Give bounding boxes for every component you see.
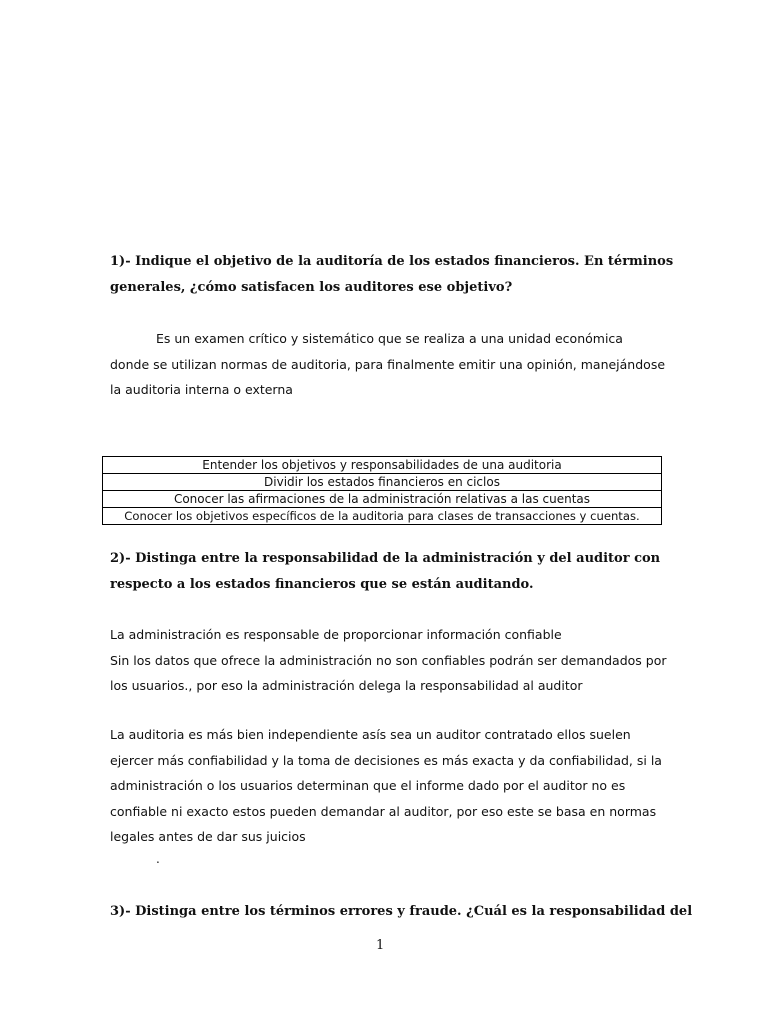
answer-2b-line-2: ejercer más confiabilidad y la toma de decisiones es más exacta y da confiabilidad, si la — [110, 752, 662, 768]
answer-2b-line-3: administración o los usuarios determinan que el informe dado por el auditor no es — [110, 778, 626, 793]
question-1-heading — [110, 249, 674, 301]
question-1-line-1: 1)- Indique el objetivo de la auditoría de los estados financieros. En términos — [110, 254, 674, 269]
answer-2a-line-2: Sin los datos que ofrece la administración no son confiables podrán ser demandados por — [110, 652, 667, 668]
audit-steps-table — [102, 456, 662, 525]
question-2-heading — [110, 546, 670, 598]
table-cell: Conocer los objetivos específicos de la auditoria para clases de transacciones y cuentas. — [103, 508, 662, 525]
question-2-line-1: 2)- Distinga entre la responsabilidad de la administración y del auditor con — [110, 551, 661, 566]
answer-2a-line-3: los usuarios., por eso la administración delega la responsabilidad al auditor — [110, 678, 583, 693]
answer-2b-line-1: La auditoria es más bien independiente asís sea un auditor contratado ellos suelen — [110, 727, 631, 742]
answer-1-line-1: Es un examen crítico y sistemático que se realiza a una unidad económica — [156, 331, 623, 346]
stray-dot: . — [156, 852, 160, 866]
table-cell: Conocer las afirmaciones de la administración relativas a las cuentas — [103, 491, 662, 508]
answer-2-paragraph-1 — [110, 622, 670, 699]
answer-1-line-3: la auditoria interna o externa — [110, 382, 293, 397]
table-row — [103, 457, 662, 474]
answer-2-paragraph-2 — [110, 722, 670, 850]
question-1-line-2: generales, ¿cómo satisfacen los auditores ese objetivo? — [110, 280, 513, 295]
answer-2a-line-1: La administración es responsable de proporcionar información confiable — [110, 627, 562, 642]
answer-1-line-2: donde se utilizan normas de auditoria, para finalmente emitir una opinión, manejándose — [110, 356, 666, 372]
answer-2b-line-5: legales antes de dar sus juicios — [110, 829, 306, 844]
table-cell: Entender los objetivos y responsabilidades de una auditoria — [103, 457, 662, 474]
table-row — [103, 491, 662, 508]
question-3-heading — [110, 899, 693, 925]
answer-2b-line-4: confiable ni exacto estos pueden demandar al auditor, por eso este se basa en normas — [110, 803, 657, 819]
answer-1-paragraph — [110, 326, 670, 403]
table-row — [103, 474, 662, 491]
table-row — [103, 508, 662, 525]
question-3-line-1: 3)- Distinga entre los términos errores y fraude. ¿Cuál es la responsabilidad del — [110, 904, 693, 919]
question-2-line-2: respecto a los estados financieros que se están auditando. — [110, 577, 534, 592]
table-cell: Dividir los estados financieros en ciclos — [103, 474, 662, 491]
page-number: 1 — [376, 938, 385, 953]
